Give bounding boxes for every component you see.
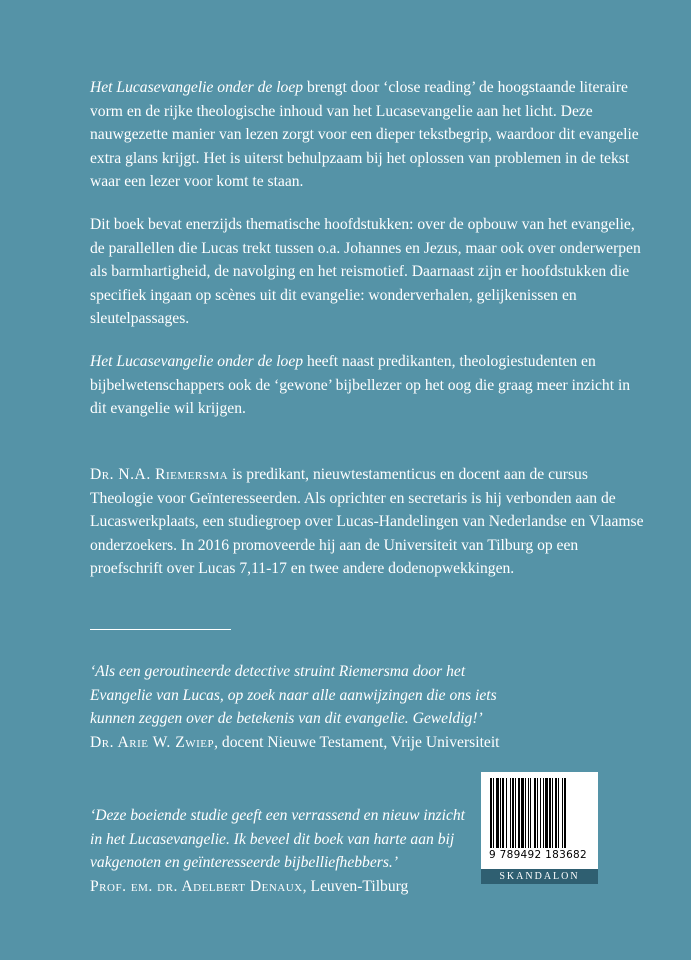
blurb-paragraph-2 [90,213,650,331]
blurb-text-2: Dit boek bevat enerzijds thematische hoofdstukken: over de opbouw van het evangelie, de parallellen die Lucas trekt tussen o.a. Johannes en Jezus, maar ook over onderwerpen als barmhartigheid, de navolging en het reismotief. Daarnaast zijn er hoofdstukken die specifiek ingaan op scènes uit dit evangelie: wonderverhalen, gelijkenissen en sleutelpassages. [90,216,641,327]
publisher-logo: SKANDALON [481,869,598,884]
endorser-affiliation: , docent Nieuwe Testament, Vrije Universiteit [214,733,500,751]
book-title: Het Lucasevangelie onder de loep [90,79,304,96]
endorsement-quote: ‘Deze boeiende studie geeft een verrassend en nieuw inzicht in het Lucasevangelie. Ik beveel dit boek van harte aan bij vakgenoten en geïnteresseerde bijbelliefhebbers.’ [90,807,466,871]
author-bio [90,463,650,581]
endorsement-1 [90,660,510,754]
divider [90,629,231,630]
author-bio-text: is predikant, nieuwtestamenticus en docent aan de cursus Theologie voor Geïnteresseerden. Als oprichter en secretaris is hij verbonden aan de Lucaswerkplaats, een studiegroep over Lucas-Handelingen van Nederlandse en Vlaamse onderzoekers. In 2016 promoveerde hij aan de Universiteit van Tilburg op een proefschrift over Lucas 7,11-17 en twee andere dodenopwekkingen. [90,466,644,577]
endorsement-source [90,875,470,899]
endorsement-2 [90,804,470,898]
isbn-barcode [481,772,598,869]
endorser-affiliation: , Leuven-Tilburg [302,877,409,895]
endorser-name: Dr. Arie W. Zwiep [90,733,215,751]
book-title: Het Lucasevangelie onder de loep [90,353,304,370]
isbn-number: 9 789492 183682 [489,849,588,861]
blurb-paragraph-3 [90,350,650,421]
endorsement-source [90,731,510,755]
blurb-text-3: heeft naast predikanten, theologiestudenten en bijbelwetenschappers ook de ‘gewone’ bijbellezer op het oog die graag meer inzicht in dit evangelie wil krijgen. [90,353,631,417]
endorsement-quote: ‘Als een geroutineerde detective struint Riemersma door het Evangelie van Lucas, op zoek naar alle aanwijzingen die ons iets kunnen zeggen over de betekenis van dit evangelie. Geweldig!’ [90,663,497,727]
blurb-text-1: brengt door ‘close reading’ de hoogstaande literaire vorm en de rijke theologische inhoud van het Lucasevangelie aan het licht. Deze nauwgezette manier van lezen zorgt voor een dieper tekstbegrip, waardoor dit evangelie extra glans krijgt. Het is uiterst behulpzaam bij het oplossen van problemen in de tekst waar een lezer voor komt te staan. [90,79,639,190]
endorser-name: Prof. em. dr. Adelbert Denaux [90,877,303,895]
blurb-paragraph-1 [90,76,650,194]
author-name: Dr. N.A. Riemersma [90,466,229,483]
barcode-icon [489,778,590,848]
